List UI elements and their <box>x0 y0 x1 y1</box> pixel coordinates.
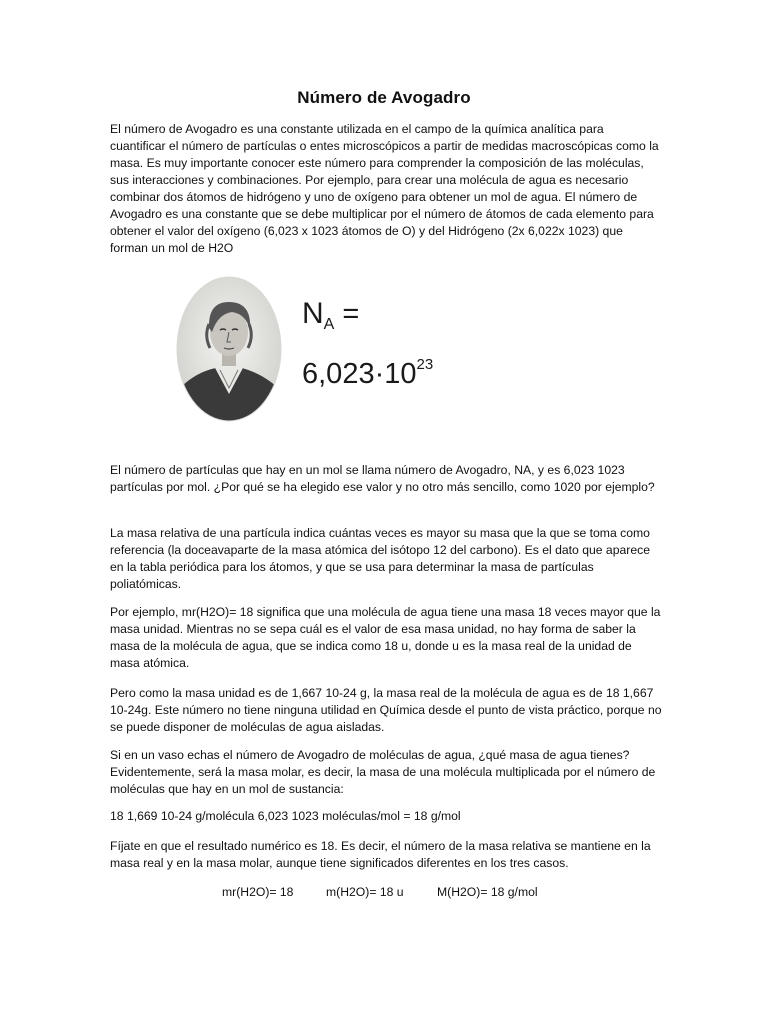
formula-equals: = <box>334 298 360 330</box>
formula-mantissa: 6,023·10 <box>302 358 417 390</box>
formula-symbol: N <box>302 297 324 330</box>
formula-subscript: A <box>323 316 335 333</box>
equation-relative-mass: mr(H2O)= 18 <box>222 885 294 899</box>
paragraph-masa-relativa: La masa relativa de una partícula indica cuántas veces es mayor su masa que la que se toma como referencia (la doceavaparte de la masa atómica del isótopo 12 del carbono). Es el dato que aparece en la tabla periódica para los átomos, y que se usa para determinar la masa de partículas poliatómicas. <box>110 526 650 591</box>
paragraph-masa-unidad: Pero como la masa unidad es de 1,667 10-24 g, la masa real de la molécula de agua es de 18 1,667 10-24g. Este número no tiene ninguna utilidad en Química desde el punto de vista práctico, porque no se puede disponer de moléculas de agua aisladas. <box>110 686 662 734</box>
avogadro-portrait-image <box>176 276 282 422</box>
formula-exponent: 23 <box>416 356 434 373</box>
avogadro-formula <box>302 294 433 394</box>
paragraph-ejemplo: Por ejemplo, mr(H2O)= 18 significa que una molécula de agua tiene una masa 18 veces mayor que la masa unidad. Mientras no se sepa cuál es el valor de esa masa unidad, no hay forma de saber la masa de la molécula de agua, que se indica como 18 u, donde u es la masa real de la unidad de masa atómica. <box>110 605 661 670</box>
page-title: Número de Avogadro <box>297 88 471 107</box>
equation-real-mass: m(H2O)= 18 u <box>326 885 404 899</box>
equation-molar-mass: M(H2O)= 18 g/mol <box>437 885 538 899</box>
paragraph-intro: El número de Avogadro es una constante utilizada en el campo de la química analítica para cuantificar el número de partículas o entes microscópicos a partir de medidas macroscópicas como la masa. Es muy importante conocer este número para comprender la composición de las moléculas, sus interacciones y combinaciones. Por ejemplo, para crear una molécula de agua es necesario combinar dos átomos de hidrógeno y uno de oxígeno para obtener un mol de agua. El número de Avogadro es una constante que se debe multiplicar por el número de átomos de cada elemento para obtener el valor del oxígeno (6,023 x 1023 átomos de O) y del Hidrógeno (2x 6,022x 1023) que forman un mol de H2O <box>110 122 659 255</box>
paragraph-calculo: 18 1,669 10-24 g/molécula 6,023 1023 moléculas/mol = 18 g/mol <box>110 809 461 823</box>
avogadro-figure <box>176 274 476 424</box>
paragraph-vaso: Si en un vaso echas el número de Avogadro de moléculas de agua, ¿qué masa de agua tienes? Evidentemente, será la masa molar, es decir, la masa de una molécula multiplicada por el número de moléculas que hay en un mol de sustancia: <box>110 748 656 796</box>
paragraph-conclusion: Fíjate en que el resultado numérico es 18. Es decir, el número de la masa relativa se mantiene en la masa real y en la masa molar, aunque tiene significados diferentes en los tres casos. <box>110 839 651 870</box>
paragraph-mol: El número de partículas que hay en un mol se llama número de Avogadro, NA, y es 6,023 1023 partículas por mol. ¿Por qué se ha elegido ese valor y no otro más sencillo, como 1020 por ejemplo? <box>110 463 655 494</box>
